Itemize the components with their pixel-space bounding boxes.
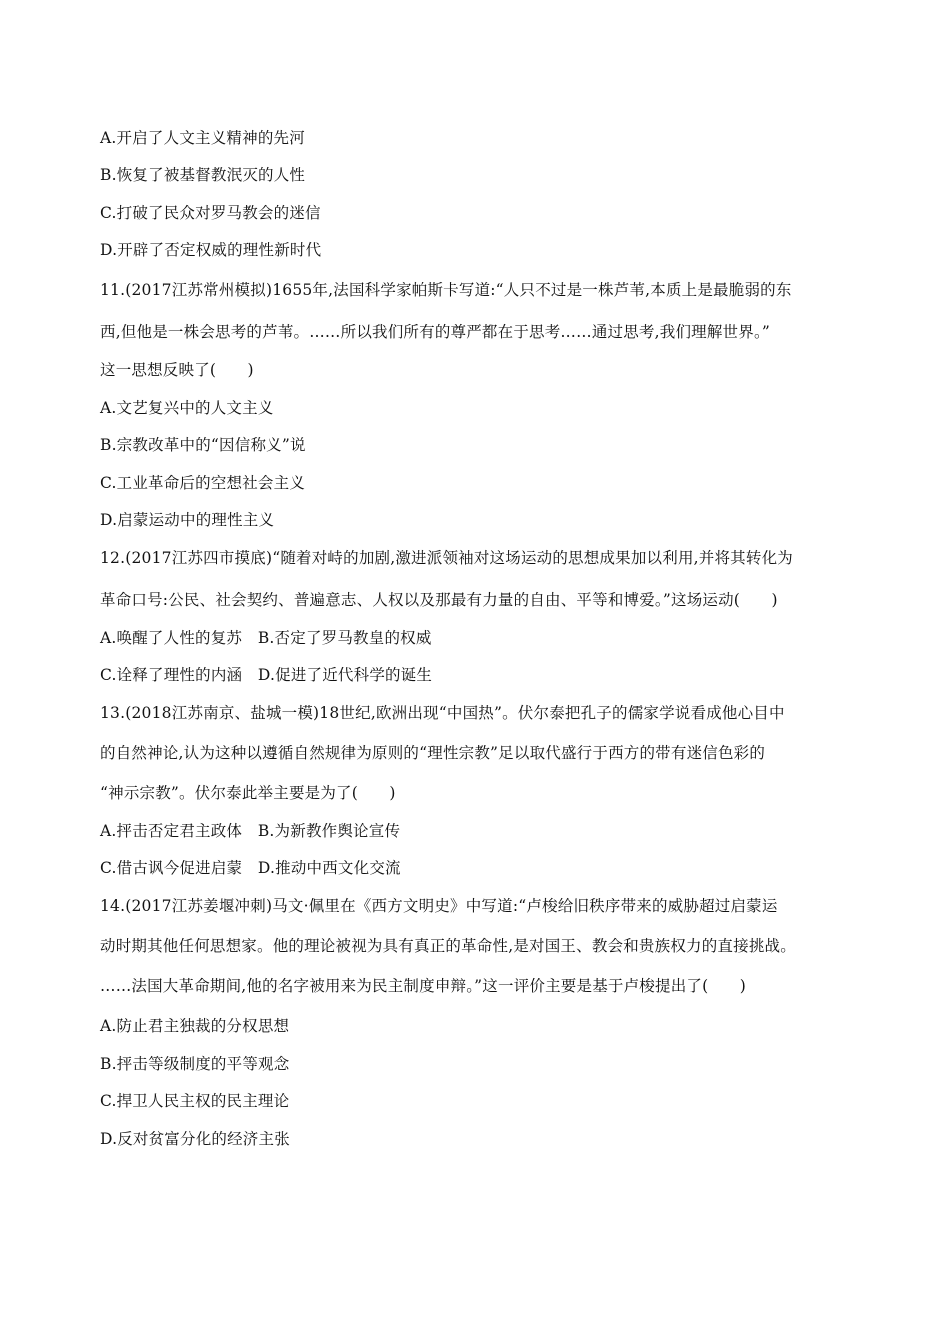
q14-stem-line-1: 14.(2017江苏姜堰冲刺)马文·佩里在《西方文明史》中写道:“卢梭给旧秩序带来的威胁超过启蒙运	[100, 897, 778, 915]
q12-options-cd: C.诠释了理性的内涵 D.促进了近代科学的诞生	[100, 666, 433, 684]
q11-option-b: B.宗教改革中的“因信称义”说	[100, 436, 306, 454]
q11-stem-line-2: 西,但他是一株会思考的芦苇。……所以我们所有的尊严都在于思考……通过思考,我们理解世界。”	[100, 323, 771, 341]
q11-stem-line-1: 11.(2017江苏常州模拟)1655年,法国科学家帕斯卡写道:“人只不过是一株芦苇,本质上是最脆弱的东	[100, 281, 792, 299]
q12-stem-line-2: 革命口号:公民、社会契约、普遍意志、人权以及那最有力量的自由、平等和博爱。”这场运动( )	[100, 591, 778, 609]
q14-stem-line-2: 动时期其他任何思想家。他的理论被视为具有真正的革命性,是对国王、教会和贵族权力的直接挑战。	[100, 937, 796, 955]
q10-option-d: D.开辟了否定权威的理性新时代	[100, 241, 322, 259]
q14-stem-line-3: ……法国大革命期间,他的名字被用来为民主制度申辩。”这一评价主要是基于卢梭提出了( )	[100, 977, 746, 995]
q13-stem-line-2: 的自然神论,认为这种以遵循自然规律为原则的“理性宗教”足以取代盛行于西方的带有迷信色彩的	[100, 744, 766, 762]
q10-option-c: C.打破了民众对罗马教会的迷信	[100, 204, 321, 222]
q11-stem-line-3: 这一思想反映了( )	[100, 361, 254, 379]
q10-option-a: A.开启了人文主义精神的先河	[100, 129, 305, 147]
q13-stem-line-1: 13.(2018江苏南京、盐城一模)18世纪,欧洲出现“中国热”。伏尔泰把孔子的儒家学说看成他心目中	[100, 704, 785, 722]
q13-options-cd: C.借古讽今促进启蒙 D.推动中西文化交流	[100, 859, 401, 877]
q14-option-d: D.反对贫富分化的经济主张	[100, 1130, 290, 1148]
q12-options-ab: A.唤醒了人性的复苏 B.否定了罗马教皇的权威	[100, 629, 432, 647]
q11-option-d: D.启蒙运动中的理性主义	[100, 511, 275, 529]
q14-option-b: B.抨击等级制度的平等观念	[100, 1055, 290, 1073]
q14-option-c: C.捍卫人民主权的民主理论	[100, 1092, 290, 1110]
q10-option-b: B.恢复了被基督教泯灭的人性	[100, 166, 306, 184]
q11-option-c: C.工业革命后的空想社会主义	[100, 474, 306, 492]
q12-stem-line-1: 12.(2017江苏四市摸底)“随着对峙的加剧,激进派领袖对这场运动的思想成果加以利用,并将其转化为	[100, 549, 793, 567]
q13-stem-line-3: “神示宗教”。伏尔泰此举主要是为了( )	[100, 784, 396, 802]
q14-option-a: A.防止君主独裁的分权思想	[100, 1017, 290, 1035]
q11-option-a: A.文艺复兴中的人文主义	[100, 399, 274, 417]
q13-options-ab: A.抨击否定君主政体 B.为新教作舆论宣传	[100, 822, 401, 840]
